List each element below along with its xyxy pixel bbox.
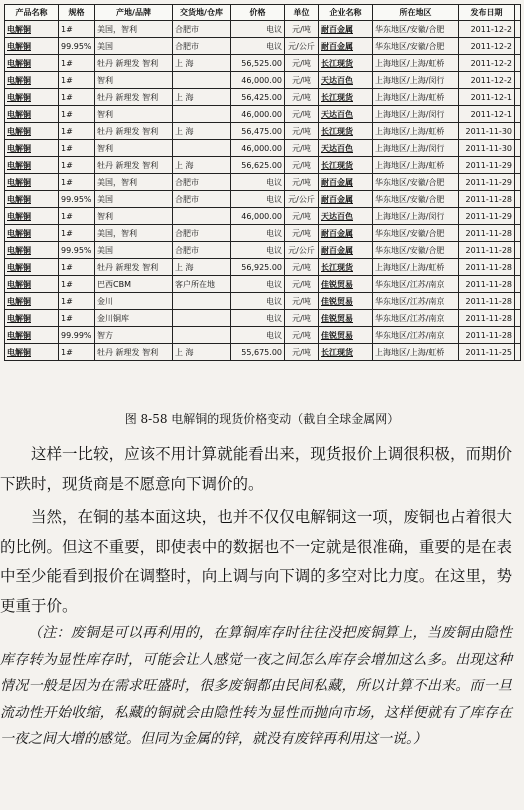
header-date: 发布日期 <box>459 5 515 21</box>
cell-spec: 1# <box>59 89 95 106</box>
cell-company: 天达百色 <box>319 106 373 123</box>
cell-unit: 元/吨 <box>285 310 319 327</box>
cell-price: 46,000.00 <box>231 106 285 123</box>
table-row <box>5 38 521 55</box>
cell-unit: 元/吨 <box>285 276 319 293</box>
cell-origin-brand: 巴西CBM <box>95 276 173 293</box>
cell-date: 2011-12-2 <box>459 21 515 38</box>
cell-unit: 元/吨 <box>285 72 319 89</box>
cell-edge <box>515 310 521 327</box>
cell-unit: 元/吨 <box>285 21 319 38</box>
cell-unit: 元/公斤 <box>285 191 319 208</box>
table-row <box>5 21 521 38</box>
cell-region: 上海地区/上海/虹桥 <box>373 344 459 361</box>
cell-region: 上海地区/上海/闵行 <box>373 106 459 123</box>
cell-unit: 元/吨 <box>285 55 319 72</box>
cell-spec: 1# <box>59 157 95 174</box>
cell-date: 2011-11-29 <box>459 157 515 174</box>
cell-product: 电解铜 <box>5 38 59 55</box>
cell-product: 电解铜 <box>5 21 59 38</box>
cell-product: 电解铜 <box>5 140 59 157</box>
table-header-row <box>5 5 521 21</box>
table-row <box>5 208 521 225</box>
cell-spec: 1# <box>59 225 95 242</box>
cell-spec: 1# <box>59 55 95 72</box>
cell-delivery-warehouse <box>173 140 231 157</box>
cell-date: 2011-11-28 <box>459 293 515 310</box>
cell-edge <box>515 89 521 106</box>
cell-price: 电议 <box>231 327 285 344</box>
cell-origin-brand: 牡丹 新理发 智利 <box>95 259 173 276</box>
cell-unit: 元/公斤 <box>285 38 319 55</box>
cell-date: 2011-11-30 <box>459 140 515 157</box>
table-row <box>5 276 521 293</box>
cell-origin-brand: 美国，智利 <box>95 174 173 191</box>
cell-company: 天达百色 <box>319 72 373 89</box>
cell-origin-brand: 智利 <box>95 140 173 157</box>
cell-edge <box>515 208 521 225</box>
cell-product: 电解铜 <box>5 242 59 259</box>
cell-delivery-warehouse: 上 海 <box>173 157 231 174</box>
cell-company: 耐百金属 <box>319 38 373 55</box>
table-row <box>5 123 521 140</box>
table-row <box>5 89 521 106</box>
cell-date: 2011-11-25 <box>459 344 515 361</box>
cell-origin-brand: 美国 <box>95 38 173 55</box>
cell-region: 上海地区/上海/虹桥 <box>373 259 459 276</box>
table-row <box>5 140 521 157</box>
cell-price: 电议 <box>231 276 285 293</box>
cell-delivery-warehouse <box>173 293 231 310</box>
cell-edge <box>515 106 521 123</box>
cell-product: 电解铜 <box>5 106 59 123</box>
cell-unit: 元/公斤 <box>285 242 319 259</box>
cell-price: 电议 <box>231 225 285 242</box>
cell-edge <box>515 242 521 259</box>
cell-date: 2011-11-28 <box>459 225 515 242</box>
cell-origin-brand: 智方 <box>95 327 173 344</box>
cell-delivery-warehouse: 上 海 <box>173 344 231 361</box>
cell-edge <box>515 327 521 344</box>
cell-region: 华东地区/江苏/南京 <box>373 276 459 293</box>
cell-region: 华东地区/江苏/南京 <box>373 310 459 327</box>
cell-delivery-warehouse: 合肥市 <box>173 174 231 191</box>
cell-product: 电解铜 <box>5 123 59 140</box>
cell-company: 佳锐贸易 <box>319 327 373 344</box>
cell-company: 长江现货 <box>319 123 373 140</box>
cell-product: 电解铜 <box>5 55 59 72</box>
cell-spec: 99.95% <box>59 242 95 259</box>
cell-unit: 元/吨 <box>285 174 319 191</box>
cell-origin-brand: 美国，智利 <box>95 21 173 38</box>
table-row <box>5 327 521 344</box>
cell-spec: 1# <box>59 293 95 310</box>
cell-origin-brand: 智利 <box>95 208 173 225</box>
cell-origin-brand: 牡丹 新理发 智利 <box>95 344 173 361</box>
cell-company: 长江现货 <box>319 157 373 174</box>
table-row <box>5 191 521 208</box>
cell-edge <box>515 259 521 276</box>
cell-company: 耐百金属 <box>319 225 373 242</box>
cell-company: 长江现货 <box>319 55 373 72</box>
table-row <box>5 242 521 259</box>
cell-spec: 99.95% <box>59 38 95 55</box>
cell-company: 耐百金属 <box>319 174 373 191</box>
note-paragraph: （注：废铜是可以再利用的，在算铜库存时往往没把废铜算上，当废铜由隐性库存转为显性库存时，可能会让人感觉一夜之间怎么库存会增加这么多。出现这种情况一般是因为在需求旺盛时，很多废铜都由民间私藏，所以计算不出来。而一旦流动性开始收缩，私藏的铜就会由隐性转为显性而抛向市场，这样便就有了库存在一夜之间大增的感觉。但同为金属的锌，就没有废锌再利用这一说。） <box>0 625 512 747</box>
cell-spec: 1# <box>59 310 95 327</box>
cell-region: 上海地区/上海/虹桥 <box>373 123 459 140</box>
cell-price: 电议 <box>231 310 285 327</box>
cell-spec: 1# <box>59 174 95 191</box>
cell-date: 2011-11-28 <box>459 259 515 276</box>
cell-delivery-warehouse: 合肥市 <box>173 21 231 38</box>
cell-date: 2011-11-28 <box>459 310 515 327</box>
header-delivery-warehouse: 交货地/仓库 <box>173 5 231 21</box>
body-paragraph: 这样一比较，应该不用计算就能看出来，现货报价上调很积极，而期价下跌时，现货商是不愿意向下调价的。 <box>0 445 512 493</box>
cell-delivery-warehouse <box>173 106 231 123</box>
cell-date: 2011-11-29 <box>459 208 515 225</box>
cell-edge <box>515 157 521 174</box>
cell-unit: 元/吨 <box>285 157 319 174</box>
cell-company: 耐百金属 <box>319 21 373 38</box>
cell-origin-brand: 美国，智利 <box>95 225 173 242</box>
header-origin-brand: 产地/品牌 <box>95 5 173 21</box>
cell-delivery-warehouse: 上 海 <box>173 55 231 72</box>
cell-edge <box>515 276 521 293</box>
cell-delivery-warehouse <box>173 208 231 225</box>
table-row <box>5 55 521 72</box>
table-row <box>5 310 521 327</box>
header-region: 所在地区 <box>373 5 459 21</box>
cell-date: 2011-11-30 <box>459 123 515 140</box>
cell-date: 2011-12-2 <box>459 72 515 89</box>
cell-region: 上海地区/上海/闵行 <box>373 208 459 225</box>
cell-origin-brand: 美国 <box>95 191 173 208</box>
cell-edge <box>515 55 521 72</box>
cell-price: 电议 <box>231 191 285 208</box>
cell-company: 佳锐贸易 <box>319 293 373 310</box>
cell-price: 电议 <box>231 293 285 310</box>
cell-region: 上海地区/上海/虹桥 <box>373 157 459 174</box>
header-unit: 单位 <box>285 5 319 21</box>
cell-unit: 元/吨 <box>285 208 319 225</box>
cell-spec: 1# <box>59 21 95 38</box>
cell-price: 56,925.00 <box>231 259 285 276</box>
cell-unit: 元/吨 <box>285 106 319 123</box>
cell-unit: 元/吨 <box>285 123 319 140</box>
cell-company: 天达百色 <box>319 208 373 225</box>
cell-spec: 1# <box>59 140 95 157</box>
cell-date: 2011-11-28 <box>459 242 515 259</box>
cell-spec: 1# <box>59 344 95 361</box>
cell-unit: 元/吨 <box>285 344 319 361</box>
cell-product: 电解铜 <box>5 72 59 89</box>
cell-delivery-warehouse: 合肥市 <box>173 242 231 259</box>
table-row <box>5 225 521 242</box>
cell-price: 55,675.00 <box>231 344 285 361</box>
cell-product: 电解铜 <box>5 327 59 344</box>
cell-company: 长江现货 <box>319 344 373 361</box>
table-row <box>5 157 521 174</box>
cell-region: 华东地区/江苏/南京 <box>373 327 459 344</box>
cell-price: 46,000.00 <box>231 208 285 225</box>
cell-edge <box>515 21 521 38</box>
cell-origin-brand: 金川铜库 <box>95 310 173 327</box>
cell-price: 56,525.00 <box>231 55 285 72</box>
cell-price: 56,625.00 <box>231 157 285 174</box>
cell-spec: 1# <box>59 106 95 123</box>
cell-date: 2011-11-28 <box>459 191 515 208</box>
cell-region: 华东地区/安徽/合肥 <box>373 225 459 242</box>
cell-delivery-warehouse: 上 海 <box>173 123 231 140</box>
cell-edge <box>515 174 521 191</box>
cell-price: 电议 <box>231 21 285 38</box>
cell-edge <box>515 225 521 242</box>
cell-delivery-warehouse: 上 海 <box>173 259 231 276</box>
cell-delivery-warehouse: 客户所在地 <box>173 276 231 293</box>
cell-product: 电解铜 <box>5 293 59 310</box>
cell-price: 56,425.00 <box>231 89 285 106</box>
copper-price-table <box>4 4 521 361</box>
cell-date: 2011-12-2 <box>459 55 515 72</box>
cell-edge <box>515 38 521 55</box>
cell-product: 电解铜 <box>5 191 59 208</box>
table-body <box>5 21 521 361</box>
cell-price: 电议 <box>231 242 285 259</box>
cell-product: 电解铜 <box>5 174 59 191</box>
cell-origin-brand: 牡丹 新理发 智利 <box>95 55 173 72</box>
cell-date: 2011-11-29 <box>459 174 515 191</box>
cell-unit: 元/吨 <box>285 89 319 106</box>
cell-region: 上海地区/上海/闵行 <box>373 72 459 89</box>
cell-company: 佳锐贸易 <box>319 310 373 327</box>
cell-delivery-warehouse: 合肥市 <box>173 191 231 208</box>
cell-product: 电解铜 <box>5 89 59 106</box>
cell-region: 华东地区/安徽/合肥 <box>373 21 459 38</box>
cell-region: 上海地区/上海/虹桥 <box>373 89 459 106</box>
cell-origin-brand: 牡丹 新理发 智利 <box>95 157 173 174</box>
header-company: 企业名称 <box>319 5 373 21</box>
cell-delivery-warehouse: 上 海 <box>173 89 231 106</box>
cell-price: 电议 <box>231 174 285 191</box>
figure-caption: 图 8-58 电解铜的现货价格变动（截自全球金属网） <box>124 412 400 426</box>
cell-edge <box>515 344 521 361</box>
cell-date: 2011-12-1 <box>459 89 515 106</box>
table-row <box>5 106 521 123</box>
cell-spec: 1# <box>59 276 95 293</box>
cell-region: 华东地区/安徽/合肥 <box>373 38 459 55</box>
table-row <box>5 72 521 89</box>
cell-delivery-warehouse <box>173 327 231 344</box>
cell-edge <box>515 72 521 89</box>
cell-region: 上海地区/上海/虹桥 <box>373 55 459 72</box>
cell-date: 2011-11-28 <box>459 276 515 293</box>
table-row <box>5 293 521 310</box>
cell-unit: 元/吨 <box>285 327 319 344</box>
cell-date: 2011-12-2 <box>459 38 515 55</box>
cell-origin-brand: 智利 <box>95 106 173 123</box>
cell-company: 长江现货 <box>319 89 373 106</box>
cell-product: 电解铜 <box>5 259 59 276</box>
cell-origin-brand: 智利 <box>95 72 173 89</box>
cell-region: 华东地区/安徽/合肥 <box>373 191 459 208</box>
cell-delivery-warehouse <box>173 72 231 89</box>
cell-edge <box>515 293 521 310</box>
table-row <box>5 259 521 276</box>
cell-edge <box>515 140 521 157</box>
cell-unit: 元/吨 <box>285 293 319 310</box>
cell-region: 华东地区/江苏/南京 <box>373 293 459 310</box>
cell-product: 电解铜 <box>5 208 59 225</box>
cell-date: 2011-11-28 <box>459 327 515 344</box>
cell-spec: 99.95% <box>59 191 95 208</box>
cell-delivery-warehouse <box>173 310 231 327</box>
header-spec: 规格 <box>59 5 95 21</box>
cell-product: 电解铜 <box>5 276 59 293</box>
cell-price: 46,000.00 <box>231 140 285 157</box>
cell-product: 电解铜 <box>5 225 59 242</box>
cell-unit: 元/吨 <box>285 140 319 157</box>
cell-price: 电议 <box>231 38 285 55</box>
price-table-figure <box>4 4 520 361</box>
cell-company: 耐百金属 <box>319 191 373 208</box>
header-price: 价格 <box>231 5 285 21</box>
cell-price: 56,475.00 <box>231 123 285 140</box>
cell-origin-brand: 美国 <box>95 242 173 259</box>
cell-company: 耐百金属 <box>319 242 373 259</box>
cell-price: 46,000.00 <box>231 72 285 89</box>
cell-product: 电解铜 <box>5 344 59 361</box>
cell-spec: 1# <box>59 72 95 89</box>
cell-product: 电解铜 <box>5 310 59 327</box>
cell-spec: 99.99% <box>59 327 95 344</box>
cell-company: 佳锐贸易 <box>319 276 373 293</box>
cell-unit: 元/吨 <box>285 259 319 276</box>
cell-region: 华东地区/安徽/合肥 <box>373 174 459 191</box>
table-row <box>5 174 521 191</box>
cell-spec: 1# <box>59 208 95 225</box>
cell-spec: 1# <box>59 259 95 276</box>
cell-region: 上海地区/上海/闵行 <box>373 140 459 157</box>
cell-delivery-warehouse: 合肥市 <box>173 38 231 55</box>
cell-company: 长江现货 <box>319 259 373 276</box>
header-edge <box>515 5 521 21</box>
cell-edge <box>515 123 521 140</box>
table-row <box>5 344 521 361</box>
cell-origin-brand: 牡丹 新理发 智利 <box>95 89 173 106</box>
cell-region: 华东地区/安徽/合肥 <box>373 242 459 259</box>
cell-date: 2011-12-1 <box>459 106 515 123</box>
body-paragraph: 当然，在铜的基本面这块，也并不仅仅电解铜这一项，废铜也占着很大的比例。但这不重要，即使表中的数据也不一定就是很准确，重要的是在表中至少能看到报价在调整时，向上调与向下调的多空对比力度。在这里，势更重于价。 <box>0 508 512 615</box>
cell-delivery-warehouse: 合肥市 <box>173 225 231 242</box>
cell-company: 天达百色 <box>319 140 373 157</box>
cell-origin-brand: 牡丹 新理发 智利 <box>95 123 173 140</box>
cell-origin-brand: 金川 <box>95 293 173 310</box>
header-product: 产品名称 <box>5 5 59 21</box>
cell-spec: 1# <box>59 123 95 140</box>
cell-product: 电解铜 <box>5 157 59 174</box>
cell-unit: 元/吨 <box>285 225 319 242</box>
cell-edge <box>515 191 521 208</box>
